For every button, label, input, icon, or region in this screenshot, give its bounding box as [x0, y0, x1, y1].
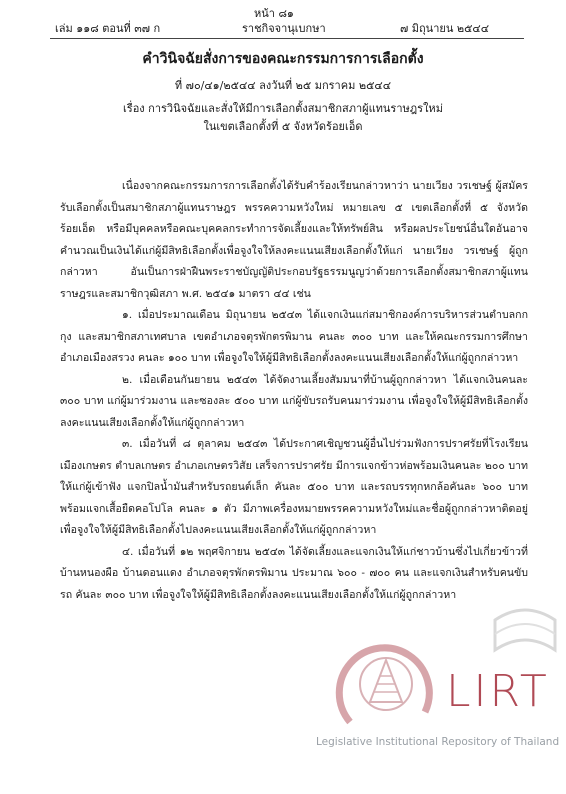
watermark-logo: LIRT: [446, 666, 550, 717]
gazette-name: ราชกิจจานุเบกษา: [242, 22, 326, 35]
page-number: หน้า ๘๑: [254, 7, 294, 20]
paragraph-item-1: ๑. เมื่อประมาณเดือน มิถุนายน ๒๕๔๓ ได้แจกเงินแก่สมาชิกองค์การบริหารส่วนตำบลกกกุง และสมาชิกสภาเทศบาล เขตอำเภอจตุรพักตรพิมาน คนละ ๓๐๐ บาท และให้คณะกรรมการศึกษาอำเภอเมืองสรวง คนละ ๑๐๐ บาท เพื่อจูงใจให้ผู้มีสิทธิเลือกตั้งลงคะแนนเสียงเลือกตั้งให้แก่ผู้ถูกกล่าวหา: [60, 309, 528, 364]
parliament-emblem-icon: [330, 632, 440, 732]
document-reference: ที่ ๗๐/๔๑/๒๕๔๔ ลงวันที่ ๒๕ มกราคม ๒๕๔๔: [174, 79, 392, 92]
paragraph-item-4: ๔. เมื่อวันที่ ๑๒ พฤศจิกายน ๒๕๔๓ ได้จัดเลี้ยงและแจกเงินให้แก่ชาวบ้านซึ่งไปเกี่ยวข้าวที่บ้านหนองผือ บ้านดอนแดง อำเภอจตุรพักตรพิมาน ประมาณ ๖๐๐ - ๗๐๐ คน และแจกเงินสำหรับคนขับรถ คันละ ๓๐๐ บาท เพื่อจูงใจให้ผู้มีสิทธิเลือกตั้งลงคะแนนเสียงเลือกตั้งให้แก่ผู้ถูกกล่าวหา: [60, 545, 528, 601]
paragraph-intro: เนื่องจากคณะกรรมการการเลือกตั้งได้รับคำร้องเรียนกล่าวหาว่า นายเวียง วรเชษฐ์ ผู้สมัครรับเลือกตั้งเป็นสมาชิกสภาผู้แทนราษฎร พรรคความหวังใหม่ หมายเลข ๕ เขตเลือกตั้งที่ ๕ จังหวัดร้อยเอ็ด หรือมีบุคคลหรือคณะบุคคลกระทำการจัดเลี้ยงและให้ทรัพย์สิน หรือผลประโยชน์อื่นใดอันอาจคำนวณเป็นเงินได้แก่ผู้มีสิทธิเลือกตั้งเพื่อจูงใจให้ลงคะแนนเสียงเลือกตั้งให้แก่ นายเวียง วรเชษฐ์ ผู้ถูกกล่าวหา อันเป็นการฝ่าฝืนพระราชบัญญัติประกอบรัฐธรรมนูญว่าด้วยการเลือกตั้งสมาชิกสภาผู้แทนราษฎรและสมาชิกวุฒิสภา พ.ศ. ๒๕๔๑ มาตรา ๔๔ เช่น: [60, 180, 528, 300]
publication-date: ๗ มิถุนายน ๒๕๔๔: [400, 22, 490, 35]
document-subject-continued: ในเขตเลือกตั้งที่ ๕ จังหวัดร้อยเอ็ด: [203, 120, 363, 133]
paragraph-item-2: ๒. เมื่อเดือนกันยายน ๒๕๔๓ ได้จัดงานเลี้ยงสัมมนาที่บ้านผู้ถูกกล่าวหา ได้แจกเงินคนละ ๓๐๐ บาท แก่ผู้มาร่วมงาน และซองละ ๕๐๐ บาท แก่ผู้ขับรถรับคนมาร่วมงาน เพื่อจูงใจให้ผู้มีสิทธิเลือกตั้งลงคะแนนเสียงเลือกตั้งให้แก่ผู้ถูกกล่าวหา: [60, 373, 528, 429]
paragraph-item-3: ๓. เมื่อวันที่ ๘ ตุลาคม ๒๕๔๓ ได้ประกาศเชิญชวนผู้อื่นไปร่วมฟังการปราศรัยที่โรงเรียนเมืองเกษตร ตำบลเกษตร อำเภอเกษตรวิสัย เสร็จการปราศรัย มีการแจกข้าวห่อพร้อมเงินคนละ ๒๐๐ บาท ให้แก่ผู้เข้าฟัง แจกปิลน้ำมันสำหรับรถยนต์เล็ก คันละ ๕๐๐ บาท และรถบรรทุกหกล้อคันละ ๖๐๐ บาท พร้อมแจกเสื้อยืดคอโปโล คนละ ๑ ตัว มีภาพเครื่องหมายพรรคความหวังใหม่และชื่อผู้ถูกกล่าวหาติดอยู่ เพื่อจูงใจให้ผู้มีสิทธิเลือกตั้งไปลงคะแนนเสียงเลือกตั้งให้แก่ผู้ถูกกล่าวหา: [60, 438, 528, 536]
volume-issue: เล่ม ๑๑๘ ตอนที่ ๓๗ ก: [55, 22, 161, 35]
header-rule: [50, 38, 524, 39]
document-title: คำวินิจฉัยสั่งการของคณะกรรมการการเลือกตั้ง: [142, 51, 424, 67]
document-subject: เรื่อง การวินิจฉัยและสั่งให้มีการเลือกตั้งสมาชิกสภาผู้แทนราษฎรใหม่: [123, 102, 443, 115]
watermark-subtitle: Legislative Institutional Repository of Thailand: [316, 736, 560, 748]
document-body: [60, 176, 528, 606]
